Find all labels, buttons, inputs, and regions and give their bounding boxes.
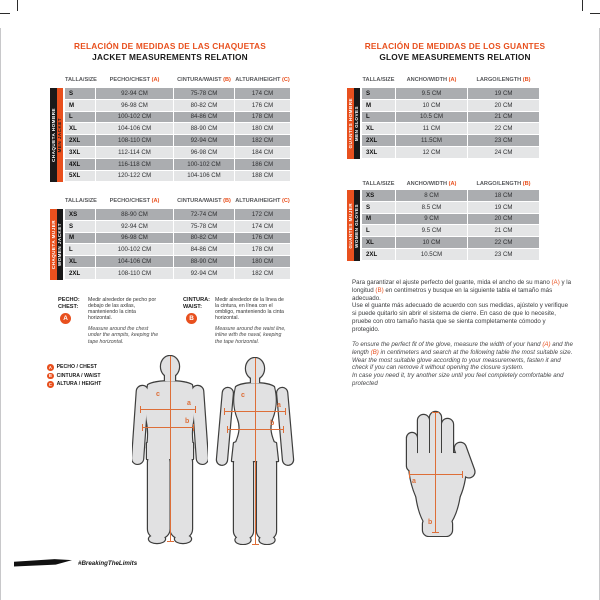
header-cell: PECHO/CHEST (A): [109, 198, 160, 204]
men-jacket-label-en: MEN JACKET: [57, 117, 63, 153]
male-chest-label: a: [187, 400, 191, 407]
value-cell: 104-106 CM: [174, 171, 234, 182]
value-cell: 180 CM: [235, 123, 290, 134]
legend-label-height: ALTURA / HEIGHT: [56, 381, 102, 388]
value-cell: 11.5CM: [396, 135, 467, 146]
value-cell: 23 CM: [468, 249, 539, 260]
header-cell: CINTURA/WAIST (B): [177, 198, 231, 204]
value-cell: 104-106 CM: [96, 123, 173, 134]
value-cell: 176 CM: [235, 233, 290, 244]
crop-mark-top-left: [17, 0, 18, 11]
size-cell: XS: [65, 209, 95, 220]
footer-hashtag: #BreakingTheLimits: [78, 560, 138, 567]
size-cell: 2XL: [362, 135, 395, 146]
value-cell: 182 CM: [235, 135, 290, 146]
glove-instructions-en-p2: In case you need it, try another size until you feel completely comfortable and protected: [352, 372, 564, 387]
header-cell: TALLA/SIZE: [362, 181, 395, 187]
value-cell: 112-114 CM: [96, 147, 173, 158]
women-gloves-table: [362, 190, 540, 261]
men-gloves-label-en-strip: [354, 88, 361, 159]
table-row: [65, 233, 290, 244]
value-cell: 182 CM: [235, 268, 290, 279]
female-waist-line: [227, 429, 284, 430]
men-gloves-table: [362, 88, 540, 159]
header-cell: ANCHO/WIDTH (A): [406, 181, 457, 187]
value-cell: 96-98 CM: [96, 233, 173, 244]
gloves-title-en: GLOVE MEASUREMENTS RELATION: [379, 52, 531, 62]
table-row: [362, 237, 540, 248]
female-chest-label: a: [277, 402, 281, 409]
women-gloves-header-row: [362, 181, 540, 187]
value-cell: 186 CM: [235, 159, 290, 170]
value-cell: 80-82 CM: [174, 233, 234, 244]
value-cell: 120-122 CM: [96, 171, 173, 182]
value-cell: 188 CM: [235, 171, 290, 182]
value-cell: 10.5 CM: [396, 112, 467, 123]
header-cell: CINTURA/WAIST (B): [177, 77, 231, 83]
size-cell: 3XL: [65, 147, 95, 158]
glove-instructions-en: [352, 341, 574, 388]
women-jacket-label-en-strip: [57, 209, 64, 280]
value-cell: 88-90 CM: [174, 123, 234, 134]
hand-width-label: a: [412, 478, 416, 485]
value-cell: 108-110 CM: [96, 135, 173, 146]
table-row: [362, 147, 540, 158]
size-cell: XS: [362, 190, 395, 201]
women-jacket-label-es: CHAQUETA MUJER: [50, 219, 56, 270]
legend-badge-a: A: [48, 364, 52, 370]
value-cell: 172 CM: [235, 209, 290, 220]
value-cell: 92-94 CM: [174, 268, 234, 279]
legend-item-chest: [47, 364, 97, 371]
hand-length-label: b: [428, 519, 433, 526]
legend-badge-c: C: [48, 381, 52, 387]
waist-note-en: Measure around the waist line, inline with the naval, keeping the tape horizontal.: [215, 326, 286, 345]
value-cell: 184 CM: [235, 147, 290, 158]
page-marker-logo: [14, 559, 72, 568]
value-cell: 174 CM: [235, 221, 290, 232]
header-cell: TALLA/SIZE: [65, 198, 97, 204]
value-cell: 9.5 CM: [396, 88, 467, 99]
men-gloves-header-row: [362, 77, 540, 83]
size-cell: L: [362, 112, 395, 123]
table-row: [65, 147, 290, 158]
value-cell: 108-110 CM: [96, 268, 173, 279]
legend-badge-b: B: [48, 373, 52, 379]
value-cell: 75-78 CM: [174, 221, 234, 232]
value-cell: 9.5 CM: [396, 225, 467, 236]
value-cell: 21 CM: [468, 112, 539, 123]
waist-note-text: [215, 297, 287, 345]
table-row: [362, 100, 540, 111]
value-cell: 176 CM: [235, 100, 290, 111]
size-cell: L: [65, 244, 95, 255]
table-row: [65, 221, 290, 232]
men-gloves-label-en: MEN GLOVES: [354, 105, 360, 142]
value-cell: 10 CM: [396, 100, 467, 111]
value-cell: 12 CM: [396, 147, 467, 158]
value-cell: 24 CM: [468, 147, 539, 158]
crop-mark-top-right: [582, 0, 583, 11]
table-row: [65, 268, 290, 279]
table-row: [362, 88, 540, 99]
value-cell: 72-74 CM: [174, 209, 234, 220]
table-row: [65, 256, 290, 267]
table-row: [65, 244, 290, 255]
women-gloves-label-en: WOMEN GLOVES: [354, 203, 360, 248]
women-gloves-label-en-strip: [354, 190, 361, 261]
table-row: [65, 100, 290, 111]
male-height-label: c: [156, 391, 160, 398]
header-cell: ALTURA/HEIGHT (C): [235, 77, 290, 83]
value-cell: 178 CM: [235, 112, 290, 123]
value-cell: 180 CM: [235, 256, 290, 267]
waist-note-label: [183, 297, 210, 310]
value-cell: 84-86 CM: [174, 112, 234, 123]
table-row: [362, 214, 540, 225]
value-cell: 88-90 CM: [96, 209, 173, 220]
value-cell: 22 CM: [468, 237, 539, 248]
legend-item-waist: [47, 373, 101, 380]
male-waist-label: b: [185, 418, 190, 425]
men-gloves-label-es: GUANTES HOMBRE: [347, 98, 353, 149]
waist-note-es: Medir alrededor de la línea de la cintura, en línea con el ombligo, manteniendo la cinta horizontal.: [215, 297, 284, 322]
table-row: [362, 190, 540, 201]
value-cell: 8 CM: [396, 190, 467, 201]
value-cell: 19 CM: [468, 88, 539, 99]
jackets-title-es: RELACIÓN DE MEDIDAS DE LAS CHAQUETAS: [74, 41, 266, 51]
size-cell: M: [362, 100, 395, 111]
men-jacket-label-es: CHAQUETA HOMBRE: [50, 108, 56, 162]
table-row: [362, 202, 540, 213]
header-cell: LARGO/LENGTH (B): [476, 181, 531, 187]
women-jacket-label-en: WOMEN JACKET: [57, 222, 63, 267]
size-cell: 2XL: [362, 249, 395, 260]
female-height-label: c: [241, 392, 245, 399]
female-height-line: [255, 358, 256, 545]
header-cell: ALTURA/HEIGHT (C): [235, 198, 290, 204]
value-cell: 23 CM: [468, 135, 539, 146]
header-cell: ANCHO/WIDTH (A): [406, 77, 457, 83]
chest-note-label: [58, 297, 80, 310]
female-chest-line: [224, 411, 286, 412]
value-cell: 100-102 CM: [96, 244, 173, 255]
table-row: [362, 123, 540, 134]
legend-label-waist: CINTURA / WAIST: [56, 372, 101, 379]
waist-label-en: WAIST:: [183, 303, 202, 310]
value-cell: 92-94 CM: [96, 88, 173, 99]
size-cell: S: [65, 88, 95, 99]
value-cell: 9 CM: [396, 214, 467, 225]
value-cell: 8.5 CM: [396, 202, 467, 213]
size-cell: XL: [362, 237, 395, 248]
table-row: [362, 112, 540, 123]
value-cell: 19 CM: [468, 202, 539, 213]
value-cell: 20 CM: [468, 214, 539, 225]
value-cell: 116-118 CM: [96, 159, 173, 170]
header-cell: TALLA/SIZE: [65, 77, 97, 83]
value-cell: 11 CM: [396, 123, 467, 134]
crop-mark-top-right: [590, 13, 600, 14]
value-cell: 174 CM: [235, 88, 290, 99]
male-chest-line: [140, 409, 196, 410]
table-row: [65, 123, 290, 134]
waist-label-es: CINTURA:: [183, 297, 211, 303]
page-edge-left: [0, 28, 1, 600]
value-cell: 88-90 CM: [174, 256, 234, 267]
size-cell: S: [362, 88, 395, 99]
hand-length-line: [435, 412, 436, 533]
size-cell: 3XL: [362, 147, 395, 158]
value-cell: 21 CM: [468, 225, 539, 236]
women-jacket-header-row: [65, 198, 290, 204]
table-row: [65, 135, 290, 146]
header-cell: TALLA/SIZE: [362, 77, 395, 83]
size-cell: 2XL: [65, 135, 95, 146]
size-cell: 2XL: [65, 268, 95, 279]
value-cell: 75-78 CM: [174, 88, 234, 99]
female-waist-label: b: [270, 420, 275, 427]
header-cell: LARGO/LENGTH (B): [476, 77, 531, 83]
value-cell: 80-82 CM: [174, 100, 234, 111]
jackets-title-en: JACKET MEASUREMENTS RELATION: [92, 52, 248, 62]
table-row: [65, 209, 290, 220]
value-cell: 96-98 CM: [96, 100, 173, 111]
glove-instructions-es: [352, 279, 574, 334]
value-cell: 84-86 CM: [174, 244, 234, 255]
size-cell: S: [362, 202, 395, 213]
gloves-title-es: RELACIÓN DE MEDIDAS DE LOS GUANTES: [364, 41, 546, 51]
chest-note-es: Medir alrededor de pecho por debajo de las axilas, manteniendo la cinta horizontal.: [88, 297, 157, 322]
value-cell: 10.5CM: [396, 249, 467, 260]
table-row: [65, 88, 290, 99]
size-cell: S: [65, 221, 95, 232]
male-height-line: [170, 356, 171, 542]
size-cell: M: [65, 100, 95, 111]
table-row: [362, 225, 540, 236]
size-cell: L: [65, 112, 95, 123]
women-gloves-label-es: GUANTES MUJER: [347, 202, 353, 249]
legend-label-chest: PECHO / CHEST: [56, 364, 97, 371]
table-row: [65, 171, 290, 182]
men-jacket-header-row: [65, 77, 290, 83]
glove-instructions-en-p1: To ensure the perfect fit of the glove, measure the width of your hand (A) and the length (B) in centimeters and search at the following table the most suitable size. Wear the most suitable glove according to your measurements, fasten it and check if you can remove it without opening the closure system.: [352, 341, 573, 372]
value-cell: 100-102 CM: [174, 159, 234, 170]
table-row: [65, 112, 290, 123]
table-row: [362, 135, 540, 146]
table-row: [362, 249, 540, 260]
value-cell: 92-94 CM: [96, 221, 173, 232]
value-cell: 22 CM: [468, 123, 539, 134]
size-cell: XL: [65, 256, 95, 267]
table-row: [65, 159, 290, 170]
value-cell: 178 CM: [235, 244, 290, 255]
value-cell: 92-94 CM: [174, 135, 234, 146]
chest-note-text: [88, 297, 160, 345]
size-cell: M: [65, 233, 95, 244]
value-cell: 10 CM: [396, 237, 467, 248]
size-cell: 5XL: [65, 171, 95, 182]
size-cell: XL: [362, 123, 395, 134]
chest-label-es: PECHO:: [58, 297, 80, 303]
value-cell: 20 CM: [468, 100, 539, 111]
men-jacket-table: [65, 88, 290, 182]
header-cell: PECHO/CHEST (A): [109, 77, 160, 83]
glove-instructions-es-p1: Para garantizar el ajuste perfecto del guante, mida el ancho de su mano (A) y la longitud (B) en centímetros y busque en la siguiente tabla el tamaño más adecuado.: [352, 279, 572, 302]
women-jacket-table: [65, 209, 290, 280]
chest-badge-a: A: [60, 313, 71, 324]
glove-instructions-es-p2: Use el guante más adecuado de acuerdo con sus medidas, ajústelo y verifique si puede quitarlo sin abrir el sistema de cierre. En caso de que lo necesite, pruebe con otro tamaño hasta que se sienta completamente cómodo y protegido.: [352, 302, 569, 333]
legend-item-height: [47, 381, 101, 388]
chest-note-en: Measure around the chest under the armpits, keeping the tape horizontal.: [88, 326, 159, 345]
size-cell: XL: [65, 123, 95, 134]
value-cell: 100-102 CM: [96, 112, 173, 123]
waist-badge-b: B: [186, 313, 197, 324]
chest-label-en: CHEST:: [58, 303, 79, 310]
value-cell: 96-98 CM: [174, 147, 234, 158]
size-cell: L: [362, 225, 395, 236]
size-cell: M: [362, 214, 395, 225]
men-jacket-label-en-strip: [57, 88, 64, 182]
value-cell: 18 CM: [468, 190, 539, 201]
value-cell: 104-106 CM: [96, 256, 173, 267]
hand-width-line: [409, 474, 463, 475]
crop-mark-top-left: [0, 13, 10, 14]
size-cell: 4XL: [65, 159, 95, 170]
male-waist-line: [142, 427, 194, 428]
